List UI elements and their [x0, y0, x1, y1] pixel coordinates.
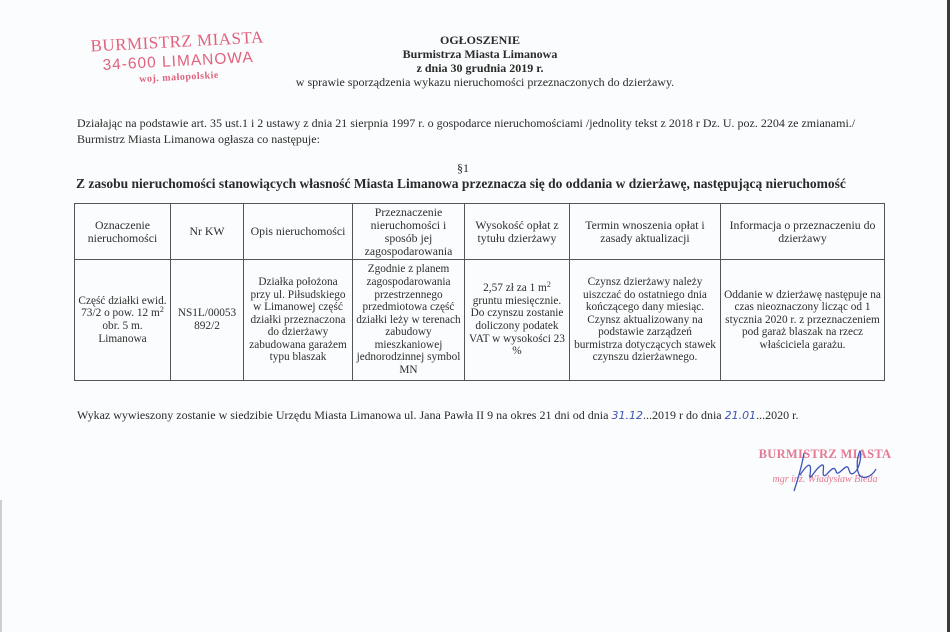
signature-stamp-name: mgr inż. Władysław Bieda [772, 474, 878, 485]
cell-oznaczenie: Część działki ewid. 73/2 o pow. 12 $m^2$ obr. 5 m. Limanowa [75, 260, 171, 381]
header-przeznaczenie: Przeznaczenie nieruchomości i sposób jej zagospodarowania [353, 204, 465, 260]
table-row [75, 260, 885, 381]
property-table [74, 203, 885, 381]
cell-oplaty: 2,57 zł za 1 $m^2$ gruntu miesięcznie. Do czynszu zostanie doliczony podatek VAT w wysokości 23 % [465, 260, 570, 381]
document-date: z dnia 30 grudnia 2019 r. [416, 61, 544, 75]
signature-stamp-title: BURMISTRZ MIASTA [758, 447, 892, 461]
cell-przeznaczenie: Zgodnie z planem zagospodarowania przestrzennego przedmiotowa część działki leży w terenach zabudowy mieszkaniowej jednorodzinnej symbol MN [353, 260, 465, 381]
stamp-line-2: 34-600 LIMANOWA [102, 49, 255, 74]
cell-termin: Czynsz dzierżawy należy uiszczać do ostatniego dnia kończącego dany miesiąc. Czynsz aktualizowany na podstawie zarządzeń burmistrza dotyczących stawek czynszu dzierżawnego. [570, 260, 721, 381]
header-opis: Opis nieruchomości [244, 204, 353, 260]
header-oznaczenie: Oznaczenie nieruchomości [75, 204, 171, 260]
document-issuer: Burmistrza Miasta Limanowa [402, 47, 558, 61]
intro-paragraph: Działając na podstawie art. 35 ust.1 i 2 ustawy z dnia 21 sierpnia 1997 r. o gospodarce nieruchomościami /jednolity tekst z 2018 r Dz. U. poz. 2204 ze zmianami./ Burmistrz Miasta Limanowa ogłasza co następuje: [77, 116, 856, 146]
cell-opis: Działka położona przy ul. Piłsudskiego w Limanowej część działki przeznaczona do dzierżawy zabudowana garażem typu blaszak [244, 260, 353, 381]
document-subject: w sprawie sporządzenia wykazu nieruchomości przeznaczonych do dzierżawy. [295, 75, 675, 89]
stamp-line-1: BURMISTRZ MIASTA [90, 27, 265, 56]
handwritten-signature-icon [790, 445, 880, 495]
document-title: OGŁOSZENIE [439, 33, 521, 47]
handwritten-date-to: 21.01 [724, 409, 757, 422]
handwritten-date-from: 31.12 [611, 409, 643, 422]
header-oplaty: Wysokość opłat z tytułu dzierżawy [465, 204, 570, 260]
section-mark: §1 [457, 161, 469, 175]
cell-informacja: Oddanie w dzierżawę następuje na czas nieoznaczony licząc od 1 stycznia 2020 r. z przeznaczeniem pod garaż blaszak na rzecz właściciela garażu. [721, 260, 885, 381]
posting-notice: Wykaz wywieszony zostanie w siedzibie Urzędu Miasta Limanowa ul. Jana Pawła II 9 na okres 21 dni od dnia 31.12...2019 r do dnia 21.01...2020 r. [77, 408, 799, 422]
document-header [280, 33, 680, 89]
header-informacja: Informacja o przeznaczeniu do dzierżawy [721, 204, 885, 260]
cell-nr-kw: NS1L/00053 892/2 [171, 260, 244, 381]
section-title: Z zasobu nieruchomości stanowiących własność Miasta Limanowa przeznacza się do oddania w dzierżawę, następującą nieruchomość [76, 176, 846, 191]
table-header-row [75, 204, 885, 260]
office-stamp [87, 27, 269, 88]
page-edge-left [0, 500, 2, 632]
header-termin: Termin wnoszenia opłat i zasady aktualizacji [570, 204, 721, 260]
stamp-line-3: woj. małopolskie [138, 69, 220, 86]
header-nr-kw: Nr KW [171, 204, 244, 260]
